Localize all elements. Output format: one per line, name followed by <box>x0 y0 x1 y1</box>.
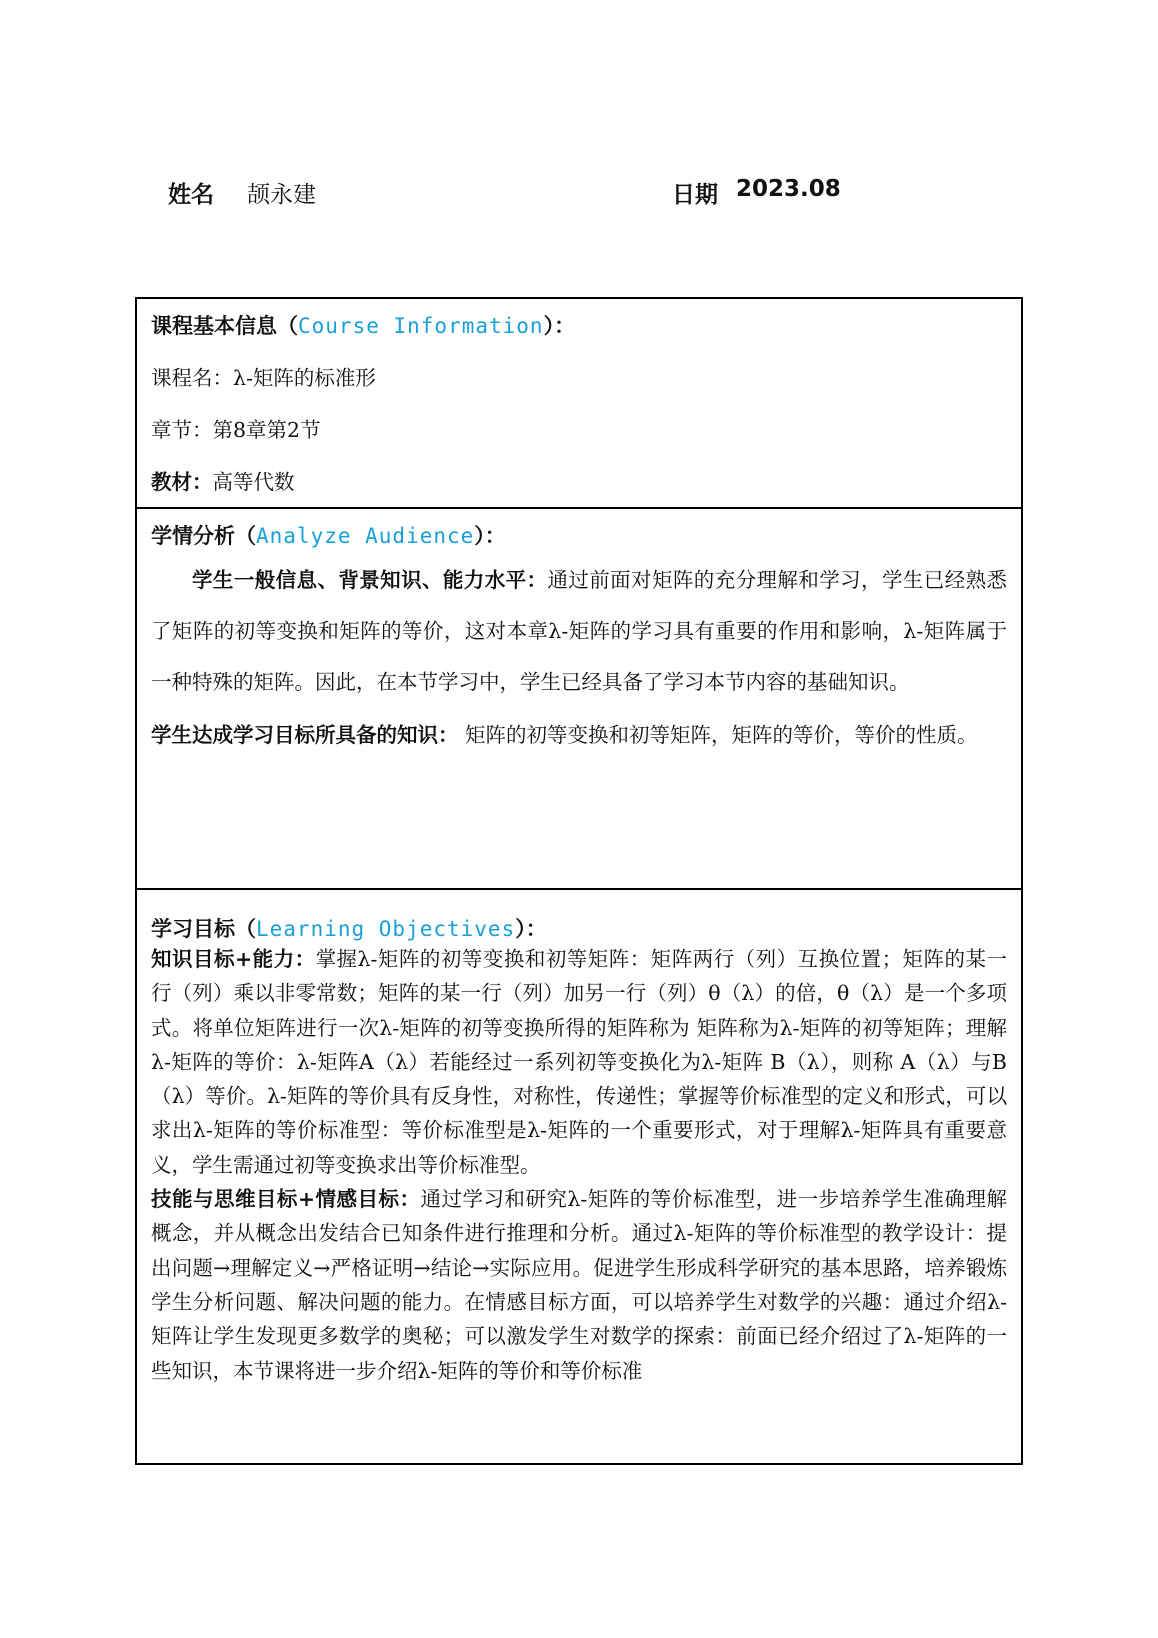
date-value: 2023.08 <box>736 176 841 202</box>
objectives-p1-text: 掌握λ-矩阵的初等变换和初等矩阵：矩阵两行（列）互换位置；矩阵的某一行（列）乘以非零常数；矩阵的某一行（列）加另一行（列）θ（λ）的倍，θ（λ）是一个多项式。将单位矩阵进行一次λ-矩阵的初等变换所得的矩阵称为 矩阵称为λ-矩阵的初等矩阵；理解λ-矩阵的等价：λ-矩阵A（λ）若能经过一系列初等变换化为λ-矩阵 B（λ），则称 A（λ）与B（λ）等价。λ-矩阵的等价具有反身性，对称性，传递性；掌握等价标准型的定义和形式，可以求出λ-矩阵的等价标准型：等价标准型是λ-矩阵的一个重要形式，对于理解λ-矩阵具有重要意义，学生需通过初等变换求出等价标准型。 <box>151 947 1007 1177</box>
objectives-p2-lead: 技能与思维目标+情感目标： <box>151 1187 421 1212</box>
textbook <box>151 469 1007 495</box>
course-info-title-end: ）： <box>543 313 576 338</box>
analysis-p1-lead: 学生一般信息、背景知识、能力水平： <box>192 568 548 592</box>
textbook-label: 教材： <box>151 470 213 494</box>
name-label: 姓名 <box>168 182 214 208</box>
analysis-paragraph-2 <box>151 718 1007 752</box>
chapter: 章节：第8章第2节 <box>151 418 321 442</box>
course-info-title-cn: 课程基本信息（ <box>151 313 298 338</box>
objectives-section <box>137 890 1021 1463</box>
objectives-title <box>151 916 1007 942</box>
textbook-value: 高等代数 <box>212 470 295 494</box>
analysis-title <box>151 523 1007 549</box>
analysis-title-en: Analyze Audience <box>256 524 475 548</box>
analysis-section <box>137 509 1021 890</box>
name-value: 颉永建 <box>247 182 316 208</box>
objectives-title-en: Learning Objectives <box>256 917 516 941</box>
analysis-p1-text: 通过前面对矩阵的充分理解和学习，学生已经熟悉了矩阵的初等变换和矩阵的等价，这对本章λ-矩阵的学习具有重要的作用和影响，λ-矩阵属于一种特殊的矩阵。因此，在本节学习中，学生已经具备了学习本节内容的基础知识。 <box>151 568 1008 694</box>
objectives-paragraph-1 <box>151 942 1007 1182</box>
objectives-paragraph-2 <box>151 1182 1007 1388</box>
document-header <box>0 170 1158 210</box>
analysis-paragraph-1 <box>151 555 1007 708</box>
course-info-title <box>151 313 1007 339</box>
analysis-title-cn: 学情分析（ <box>151 523 256 548</box>
analysis-title-end: ）： <box>474 523 506 548</box>
objectives-p1-lead: 知识目标+能力： <box>151 947 316 971</box>
analysis-p2-text: 矩阵的初等变换和初等矩阵，矩阵的等价，等价的性质。 <box>458 723 978 747</box>
analysis-p2-lead: 学生达成学习目标所具备的知识： <box>151 723 459 747</box>
course-info-section <box>137 299 1021 509</box>
date-label: 日期 <box>672 182 718 208</box>
course-info-title-en: Course Information <box>298 314 544 338</box>
objectives-p2-text: 通过学习和研究λ-矩阵的等价标准型，进一步培养学生准确理解概念，并从概念出发结合已知条件进行推理和分析。通过λ-矩阵的等价标准型的教学设计：提出问题→理解定义→严格证明→结论→实际应用。促进学生形成科学研究的基本思路，培养锻炼学生分析问题、解决问题的能力。在情感目标方面，可以培养学生对数学的兴趣：通过介绍λ-矩阵让学生发现更多数学的奥秘；可以激发学生对数学的探索：前面已经介绍过了λ-矩阵的一些知识，本节课将进一步介绍λ-矩阵的等价和等价标准 <box>151 1187 1007 1383</box>
objectives-title-end: ）： <box>515 916 547 941</box>
lesson-plan-table <box>135 297 1023 1465</box>
objectives-title-cn: 学习目标（ <box>151 916 256 941</box>
course-name: 课程名：λ-矩阵的标准形 <box>151 366 376 390</box>
